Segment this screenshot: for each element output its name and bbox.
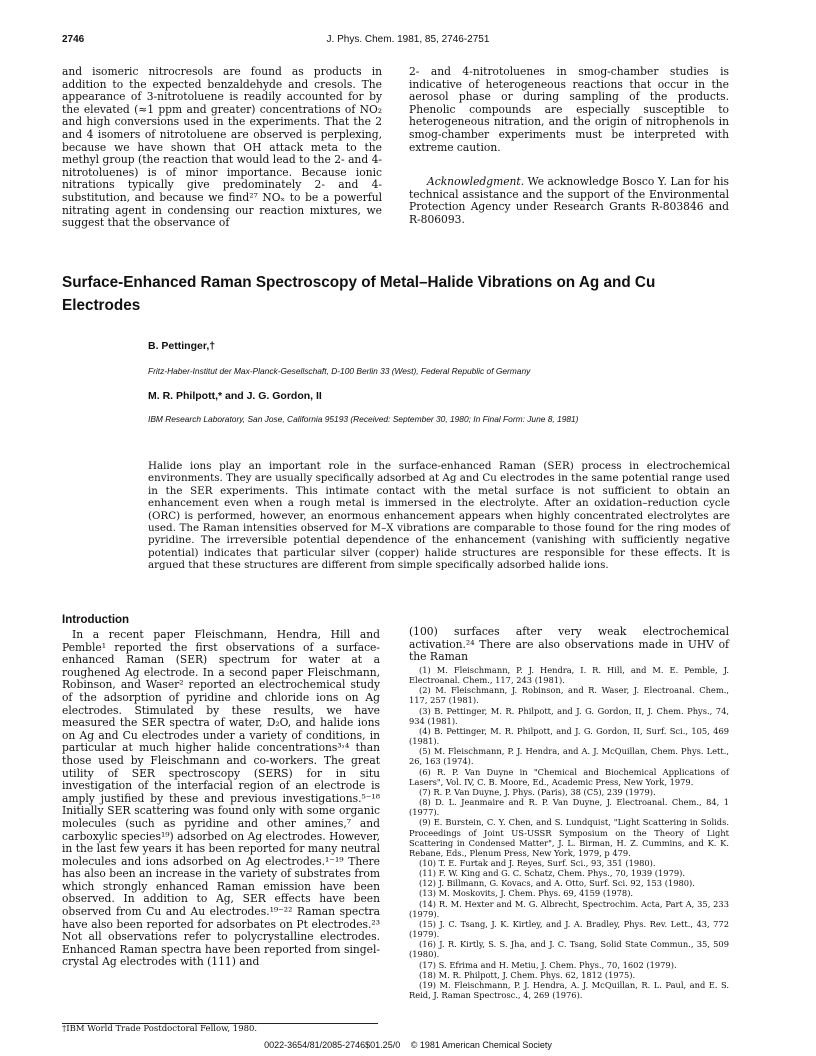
reference-item: (13) M. Moskovits, J. Chem. Phys. 69, 4159 (1978).	[419, 888, 634, 899]
article-code: 0022-3654/81/2085-2746$01.25/0	[264, 1040, 401, 1050]
acknowledgment-heading: Acknowledgment.	[427, 175, 525, 188]
introduction-right-column	[409, 626, 729, 664]
reference-item: (19) M. Fleischmann, P. J. Hendra, A. J. McQuillan, R. L. Paul, and E. S. Reid, J. Raman Spectrosc., 4, 269 (1976).	[409, 979, 729, 1000]
reference-item: (2) M. Fleischmann, J. Robinson, and R. Waser, J. Electroanal. Chem., 117, 257 (1981).	[409, 685, 729, 706]
reference-item: (7) R. P. Van Duyne, J. Phys. (Paris), 38 (C5), 239 (1979).	[419, 786, 656, 797]
running-header	[62, 34, 754, 50]
affiliation-fritz-haber: Fritz-Haber-Institut der Max-Planck-Gesellschaft, D-100 Berlin 33 (West), Federal Republic of Germany	[148, 366, 531, 376]
introduction-paragraph: In a recent paper Fleischmann, Hendra, Hill and Pemble¹ reported the first observations of a surface-enhanced Raman (SER) spectrum for water at a roughened Ag electrode. In a second paper Fleischmann, Robinson, and Waser² reported an electrochemical study of the adsorption of pyridine and chloride ions on Ag electrodes. Stimulated by these results, we have measured the SER spectra of water, D₂O, and halide ions on Ag and Cu electrodes under a variety of conditions, in particular at much higher halide concentrations³˒⁴ than those used by Fleischmann and co-workers. The great utility of SER spectroscopy (SERS) for in situ investigation of the interfacial region of an electrode is amply justified by these and previous investigations.⁵⁻¹⁸ Initially SER scattering was found only with some organic molecules (such as pyridine and other amines,⁷ and carboxylic species¹⁹) adsorbed on Ag electrodes. However, in the last few years it has been reported for many neutral molecules and ions adsorbed on Ag electrodes.¹⁻¹⁹ There has also been an increase in the variety of substrates from which strongly enhanced Raman emission have been observed. In addition to Ag, SER effects have been observed from Cu and Au electrodes.¹⁹⁻²² Raman spectra have also been reported for adsorbates on Pt electrodes.²³ Not all observations refer to polycrystalline electrodes. Enhanced Raman spectra have been reported from singel-crystal Ag electrodes with (111) and	[62, 628, 380, 969]
previous-article-left-column	[62, 66, 382, 230]
acknowledgment	[409, 176, 729, 226]
acknowledgment-text: We acknowledge Bosco Y. Lan for his technical assistance and the support of the Environmental Protection Agency under Research Grants R-803846 and R-806093.	[409, 175, 729, 226]
introduction-left-column	[62, 629, 380, 969]
copyright-notice: © 1981 American Chemical Society	[410, 1040, 552, 1050]
reference-item: (17) S. Efrima and H. Metiu, J. Chem. Phys., 70, 1602 (1979).	[419, 959, 677, 970]
reference-item: (11) F. W. King and G. C. Schatz, Chem. Phys., 70, 1939 (1979).	[419, 868, 686, 879]
reference-item: (16) J. R. Kirtly, S. S. Jha, and J. C. Tsang, Solid State Commun., 35, 509 (1980).	[409, 939, 729, 960]
affiliation-ibm: IBM Research Laboratory, San Jose, California 95193 (Received: September 30, 1980; In Final Form: June 8, 1981)	[148, 414, 579, 424]
page-footer	[0, 1040, 816, 1050]
reference-item: (6) R. P. Van Duyne in "Chemical and Biochemical Applications of Lasers", Vol. IV, C. B. Moore, Ed., Academic Press, New York, 1979.	[409, 766, 729, 787]
reference-item: (10) T. E. Furtak and J. Reyes, Surf. Sci., 93, 351 (1980).	[419, 857, 656, 868]
journal-citation: J. Phys. Chem. 1981, 85, 2746-2751	[326, 34, 490, 45]
author-pettinger: B. Pettinger,†	[148, 340, 216, 352]
reference-item: (12) J. Billmann, G. Kovacs, and A. Otto, Surf. Sci. 92, 153 (1980).	[419, 878, 695, 889]
abstract: Halide ions play an important role in the surface-enhanced Raman (SER) process in electrochemical environments. They are usually specifically adsorbed at Ag and Cu electrodes in the same potential range used in the SER experiments. This intimate contact with the metal surface is not sufficient to obtain an enhancement even when a rough metal is immersed in the electrolyte. After an oxidation–reduction cycle (ORC) is performed, however, an enormous enhancement appears when highly concentrated electrolytes are used. The Raman intensities observed for M–X vibrations are comparable to those found for the ring modes of pyridine. The irreversible potential dependence of the enhancement (vanishing with sufficiently negative potential) indicates that particular silver (copper) halide structures are responsible for these effects. It is argued that these structures are different from simple specifically adsorbed halide ions.	[148, 460, 730, 572]
reference-list	[409, 665, 729, 1000]
reference-item: (14) R. M. Hexter and M. G. Albrecht, Spectrochim. Acta, Part A, 35, 233 (1979).	[409, 898, 729, 919]
article-title: Surface-Enhanced Raman Spectroscopy of Metal–Halide Vibrations on Ag and Cu Electrodes	[62, 274, 656, 314]
reference-item: (15) J. C. Tsang, J. K. Kirtley, and J. A. Bradley, Phys. Rev. Lett., 43, 772 (1979).	[409, 918, 729, 940]
page-number: 2746	[62, 34, 85, 45]
author-footnote: †IBM World Trade Postdoctoral Fellow, 1980.	[62, 1024, 258, 1034]
reference-item: (9) E. Burstein, C. Y. Chen, and S. Lundquist, "Light Scattering in Solids. Proceedings of Joint US-USSR Symposium on the Theory of Light Scattering in Condensed Matter", J. L. Birman, H. Z. Cummins, and K. K. Rebane, Eds., Plenum Press, New York, 1979, p 479.	[409, 817, 729, 858]
reference-item: (1) M. Fleischmann, P. J. Hendra, I. R. Hill, and M. E. Pemble, J. Electroanal. Chem., 117, 243 (1981).	[409, 665, 729, 686]
reference-item: (18) M. R. Philpott, J. Chem. Phys. 62, 1812 (1975).	[419, 969, 636, 980]
reference-item: (3) B. Pettinger, M. R. Philpott, and J. G. Gordon, II, J. Chem. Phys., 74, 934 (1981).	[409, 705, 729, 726]
reference-item: (5) M. Fleischmann, P. J. Hendra, and A. J. McQuillan, Chem. Phys. Lett., 26, 163 (1974).	[409, 746, 729, 767]
introduction-continuation: (100) surfaces after very weak electrochemical activation.²⁴ There are also observations made in UHV of the Raman	[409, 625, 729, 664]
reference-item: (4) B. Pettinger, M. R. Philpott, and J. G. Gordon, II, Surf. Sci., 105, 469 (1981).	[409, 725, 729, 747]
previous-article-paragraph-right: 2- and 4-nitrotoluenes in smog-chamber studies is indicative of heterogeneous reactions that occur in the aerosol phase or during sampling of the products. Phenolic compounds are especially susceptible to heterogeneous nitration, and the origin of nitrophenols in smog-chamber experiments must be interpreted with extreme caution.	[409, 65, 729, 154]
reference-item: (8) D. L. Jeanmaire and R. P. Van Duyne, J. Electroanal. Chem., 84, 1 (1977).	[409, 797, 729, 818]
previous-article-paragraph-left: and isomeric nitrocresols are found as products in addition to the expected benzaldehyde and cresols. The appearance of 3-nitrotoluene is readily accounted for by the elevated (≈1 ppm and greater) concentrations of NO₂ and high conversions used in the experiments. That the 2 and 4 isomers of nitrotoluene are observed is perplexing, because we have shown that OH attack meta to the methyl group (the reaction that would lead to the 2- and 4-nitrotoluenes) is of minor importance. Because ionic nitrations typically give predominately 2- and 4-substitution, and because we find²⁷ NOₓ to be a powerful nitrating agent in condensing our reaction mixtures, we suggest that the observance of	[62, 65, 382, 230]
author-philpott-gordon: M. R. Philpott,* and J. G. Gordon, II	[148, 390, 322, 402]
section-heading-introduction: Introduction	[62, 614, 130, 626]
previous-article-right-column	[409, 66, 729, 154]
